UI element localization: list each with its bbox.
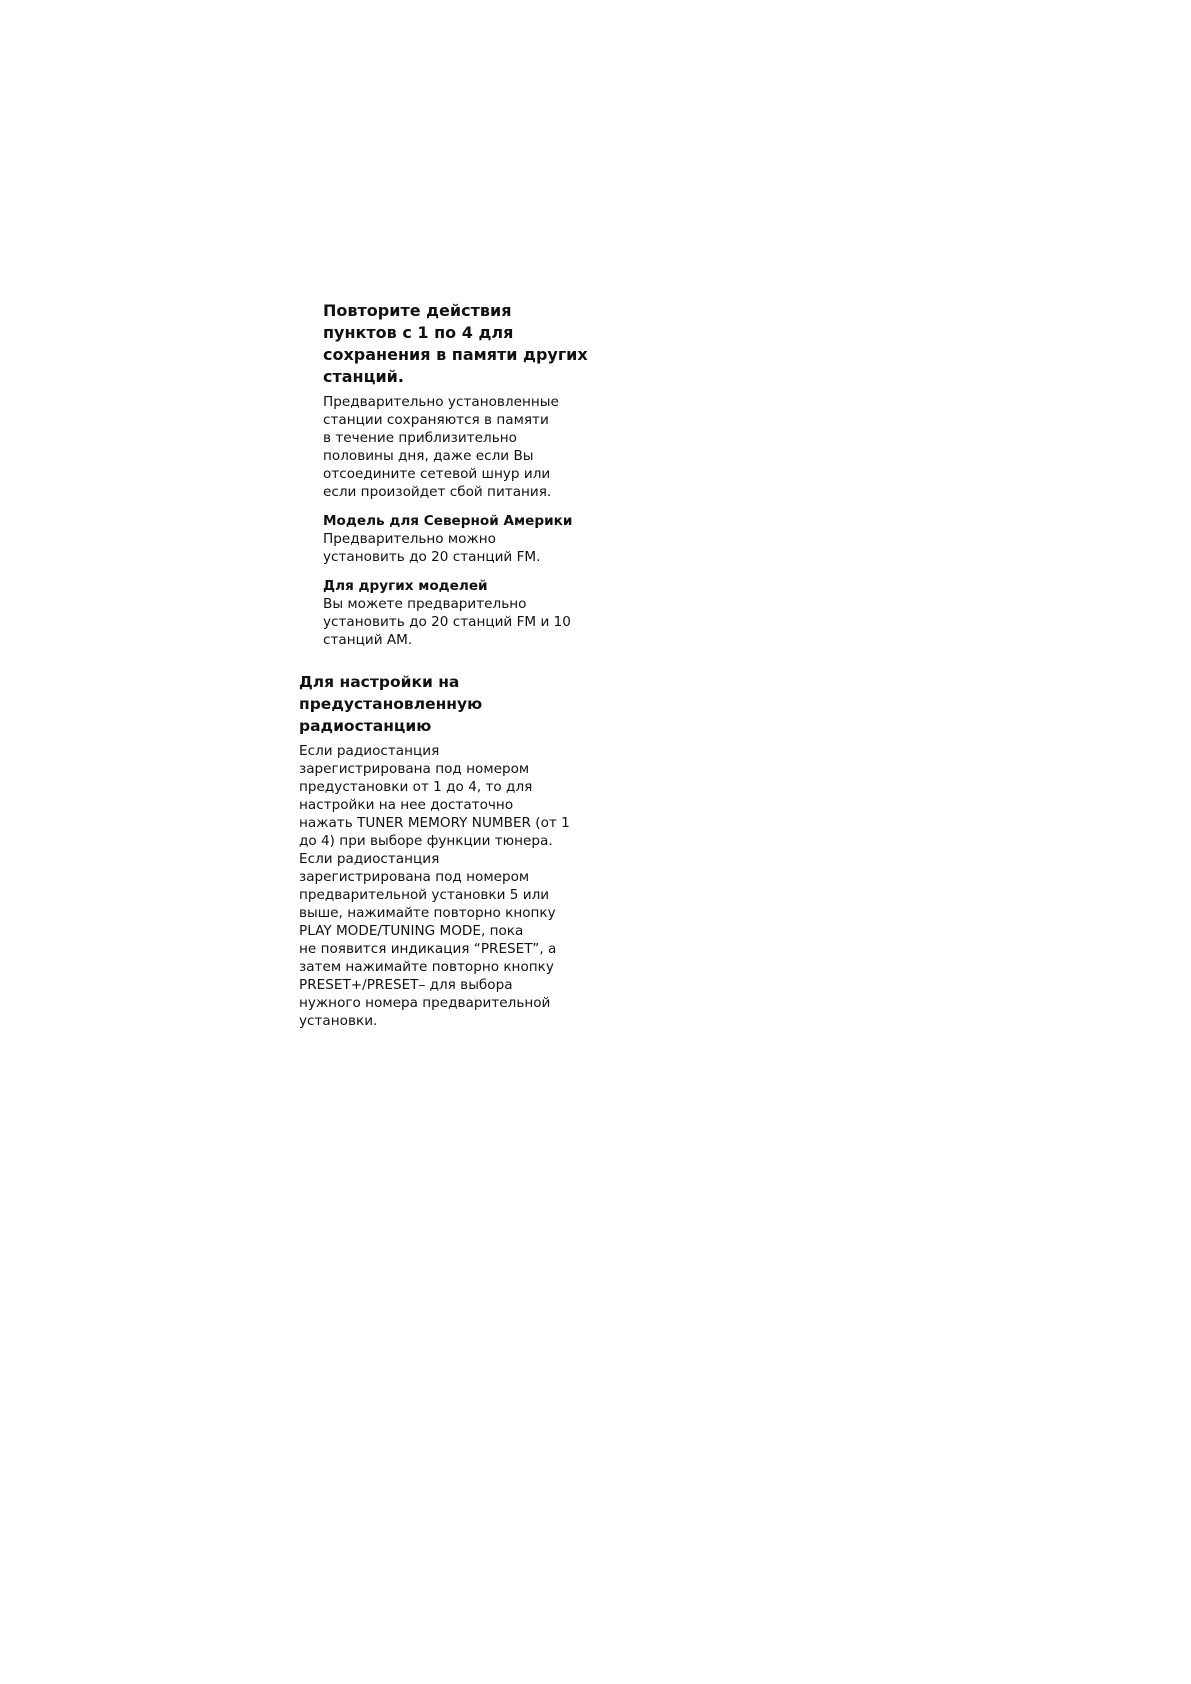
paragraph-line: станции сохраняются в памяти: [323, 412, 549, 428]
paragraph-line: Вы можете предварительно: [323, 596, 527, 612]
paragraph-line: затем нажимайте повторно кнопку: [299, 959, 554, 975]
section-heading-line: радиостанцию: [299, 717, 432, 735]
paragraph-line: половины дня, даже если Вы: [323, 448, 534, 464]
paragraph-line: отсоедините сетевой шнур или: [323, 466, 551, 482]
paragraph-line: установить до 20 станций FM и 10: [323, 614, 571, 630]
paragraph-line: если произойдет сбой питания.: [323, 484, 552, 500]
section-heading-line: Для настройки на: [299, 673, 460, 691]
step-heading-line: станций.: [323, 367, 404, 386]
section-heading: [299, 671, 599, 737]
paragraph-line: настройки на нее достаточно: [299, 797, 514, 813]
paragraph-line: нажать TUNER MEMORY NUMBER (от 1: [299, 815, 570, 831]
step-heading-line: Повторите действия: [323, 301, 512, 320]
paragraph-line: PLAY MODE/TUNING MODE, пока: [299, 923, 524, 939]
paragraph-line: в течение приблизительно: [323, 430, 517, 446]
paragraph-line: предустановки от 1 до 4, то для: [299, 779, 533, 795]
paragraph-line: нужного номера предварительной: [299, 995, 551, 1011]
section-heading-line: предустановленную: [299, 695, 483, 713]
step-heading: [323, 300, 613, 388]
paragraph-line: PRESET+/PRESET– для выбора: [299, 977, 513, 993]
paragraph-line: зарегистрирована под номером: [299, 869, 530, 885]
north-america-text: [323, 530, 613, 566]
paragraph-line: Если радиостанция: [299, 851, 440, 867]
step-heading-line: пунктов с 1 по 4 для: [323, 323, 514, 342]
north-america-note: [323, 512, 613, 566]
paragraph-line: установки.: [299, 1013, 378, 1029]
paragraph-line: установить до 20 станций FM.: [323, 549, 541, 565]
paragraph-line: станций AM.: [323, 632, 413, 648]
step-repeat-block: [323, 300, 613, 649]
other-models-text: [323, 595, 613, 649]
section-paragraph: [299, 742, 599, 1030]
north-america-heading: Модель для Северной Америки: [323, 513, 573, 529]
step-heading-line: сохранения в памяти других: [323, 345, 588, 364]
paragraph-line: Предварительно установленные: [323, 394, 559, 410]
other-models-note: [323, 577, 613, 649]
paragraph-line: до 4) при выборе функции тюнера.: [299, 833, 553, 849]
preset-tuning-section: [299, 671, 599, 1030]
paragraph-line: не появится индикация “PRESET”, а: [299, 941, 557, 957]
paragraph-line: Если радиостанция: [299, 743, 440, 759]
other-models-heading: Для других моделей: [323, 578, 488, 594]
paragraph-line: зарегистрирована под номером: [299, 761, 530, 777]
step-paragraph: [323, 393, 613, 501]
paragraph-line: предварительной установки 5 или: [299, 887, 550, 903]
paragraph-line: Предварительно можно: [323, 531, 496, 547]
paragraph-line: выше, нажимайте повторно кнопку: [299, 905, 556, 921]
